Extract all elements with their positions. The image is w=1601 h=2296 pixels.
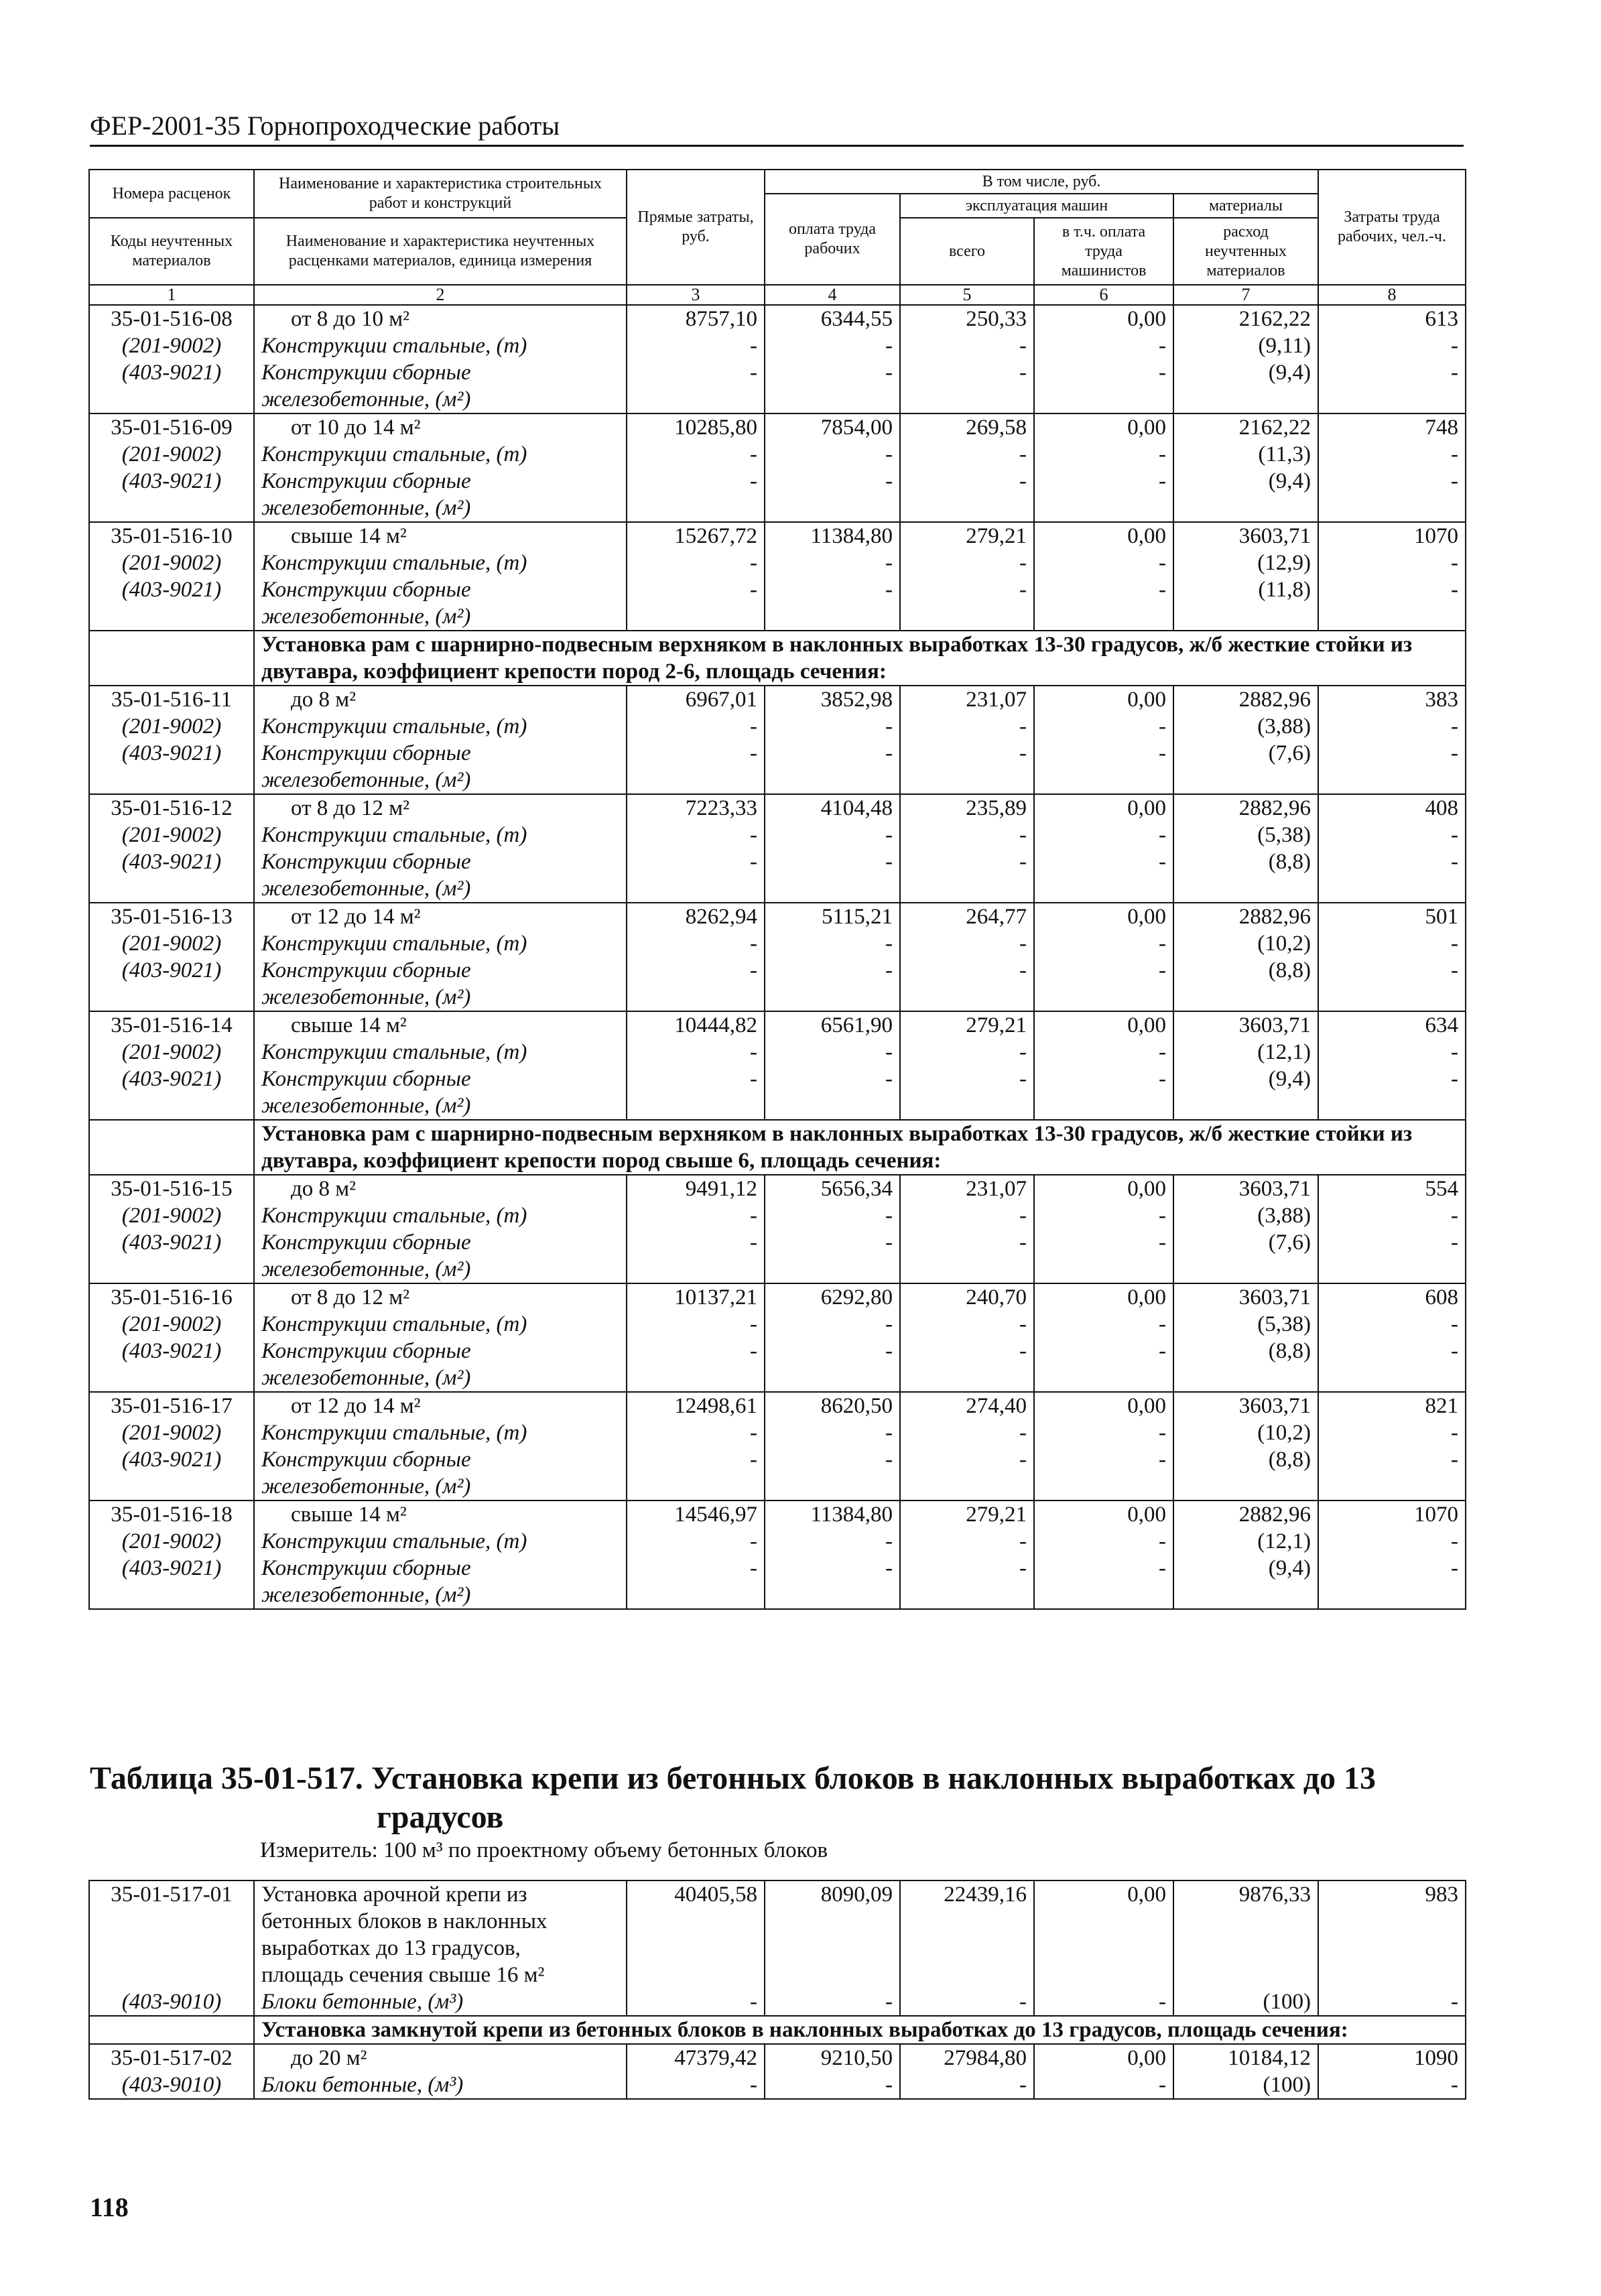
header-labor-hours: Затраты труда рабочих, чел.-ч. (1318, 170, 1466, 285)
table-row: 35-01-516-17 (201-9002) (403-9021) от 12 до 14 м² Конструкции стальные, (т) Конструкции сборные железобетонные, (м²) 12498,61 - - 8620,50 - - 274,40 - - 0,00 - - 3603,71 (10,2) (8,8) 821 - - (89, 1392, 1466, 1501)
running-header: ФЕР-2001-35 Горнопроходческие работы (90, 109, 1464, 147)
table-row: 35-01-516-12 (201-9002) (403-9021) от 8 до 12 м² Конструкции стальные, (т) Конструкции сборные железобетонные, (м²) 7223,33 - - 4104,48 - - 235,89 - - 0,00 - - 2882,96 (5,38) (8,8) 408 - - (89, 794, 1466, 903)
table-517 (88, 1880, 1466, 2100)
header-machines: эксплуатация машин (900, 194, 1173, 218)
table-517-title-cont: градусов (377, 1799, 504, 1835)
table-517-meter: Измеритель: 100 м³ по проектному объему бетонных блоков (260, 1838, 828, 1862)
header-material-codes: Коды неучтенных материалов (89, 218, 254, 285)
table-row: 35-01-516-10 (201-9002) (403-9021) свыше 14 м² Конструкции стальные, (т) Конструкции сборные железобетонные, (м²) 15267,72 - - 11384,80 - - 279,21 - - 0,00 - - 3603,71 (12,9) (11,8) 1070 - - (89, 522, 1466, 631)
section-title: Установка рам с шарнирно-подвесным верхняком в наклонных выработках 13-30 градусов, ж/б жесткие стойки из двутавра, коэффициент крепости пород свыше 6, площадь сечения: (254, 1120, 1466, 1175)
header-worker-pay: оплата труда рабочих (765, 194, 900, 285)
table-517-title: Таблица 35-01-517. Установка крепи из бетонных блоков в наклонных выработках до 13 (90, 1761, 1376, 1796)
section-row (89, 2016, 1466, 2044)
section-row (89, 1120, 1466, 1175)
table-row: 35-01-516-11 (201-9002) (403-9021) до 8 м² Конструкции стальные, (т) Конструкции сборные железобетонные, (м²) 6967,01 - - 3852,98 - - 231,07 - - 0,00 - - 2882,96 (3,88) (7,6) 383 - - (89, 686, 1466, 794)
table-517-title-block (90, 1759, 1464, 1864)
rates-table (88, 169, 1466, 1610)
section-row (89, 631, 1466, 686)
header-direct-costs: Прямые затраты, руб. (627, 170, 765, 285)
table-row: 35-01-516-14 (201-9002) (403-9021) свыше 14 м² Конструкции стальные, (т) Конструкции сборные железобетонные, (м²) 10444,82 - - 6561,90 - - 279,21 - - 0,00 - - 3603,71 (12,1) (9,4) 634 - - (89, 1011, 1466, 1120)
header-operator-pay: в т.ч. оплата труда машинистов (1034, 218, 1173, 285)
table-row: 35-01-516-15 (201-9002) (403-9021) до 8 м² Конструкции стальные, (т) Конструкции сборные железобетонные, (м²) 9491,12 - - 5656,34 - - 231,07 - - 0,00 - - 3603,71 (3,88) (7,6) 554 - - (89, 1175, 1466, 1283)
page-number: 118 (90, 2192, 129, 2222)
column-numbers-row: 1 2 3 4 5 6 7 8 (89, 285, 1466, 305)
table-row: 35-01-516-16 (201-9002) (403-9021) от 8 до 12 м² Конструкции стальные, (т) Конструкции сборные железобетонные, (м²) 10137,21 - - 6292,80 - - 240,70 - - 0,00 - - 3603,71 (5,38) (8,8) 608 - - (89, 1283, 1466, 1392)
table-row: 35-01-516-13 (201-9002) (403-9021) от 12 до 14 м² Конструкции стальные, (т) Конструкции сборные железобетонные, (м²) 8262,94 - - 5115,21 - - 264,77 - - 0,00 - - 2882,96 (10,2) (8,8) 501 - - (89, 903, 1466, 1011)
header-material-names: Наименование и характеристика неучтенных расценками материалов, единица измерения (254, 218, 627, 285)
section-title: Установка замкнутой крепи из бетонных блоков в наклонных выработках до 13 градусов, площадь сечения: (254, 2016, 1466, 2044)
header-materials: материалы (1173, 194, 1318, 218)
table-row: 35-01-516-08 (201-9002) (403-9021) от 8 до 10 м² Конструкции стальные, (т) Конструкции сборные железобетонные, (м²) 8757,10 - - 6344,55 - - 250,33 - - 0,00 - - 2162,22 (9,11) (9,4) 613 - - (89, 305, 1466, 413)
header-including: В том числе, руб. (765, 170, 1318, 194)
header-machines-total: всего (900, 218, 1034, 285)
table-row: 35-01-516-09 (201-9002) (403-9021) от 10 до 14 м² Конструкции стальные, (т) Конструкции сборные железобетонные, (м²) 10285,80 - - 7854,00 - - 269,58 - - 0,00 - - 2162,22 (11,3) (9,4) 748 - - (89, 413, 1466, 522)
table-row: 35-01-516-18 (201-9002) (403-9021) свыше 14 м² Конструкции стальные, (т) Конструкции сборные железобетонные, (м²) 14546,97 - - 11384,80 - - 279,21 - - 0,00 - - 2882,96 (12,1) (9,4) 1070 - - (89, 1501, 1466, 1609)
table-row: 35-01-517-02 (403-9010) до 20 м² Блоки бетонные, (м³) 47379,42 - 9210,50 - 27984,80 - 0,00 - 10184,12 (100) 1090 - (89, 2044, 1466, 2099)
header-work-name: Наименование и характеристика строительных работ и конструкций (254, 170, 627, 218)
header-material-consumption: расход неучтенных материалов (1173, 218, 1318, 285)
header-rate-numbers: Номера расценок (89, 170, 254, 218)
section-title: Установка рам с шарнирно-подвесным верхняком в наклонных выработках 13-30 градусов, ж/б жесткие стойки из двутавра, коэффициент крепости пород 2-6, площадь сечения: (254, 631, 1466, 686)
table-row: 35-01-517-01 (403-9010) Установка арочной крепи из бетонных блоков в наклонных выработках до 13 градусов, площадь сечения свыше 16 м² Блоки бетонные, (м³) 40405,58 - 8090,09 - 22439,16 - 0,00 - 9876,33 (100) 983 - (89, 1880, 1466, 2016)
